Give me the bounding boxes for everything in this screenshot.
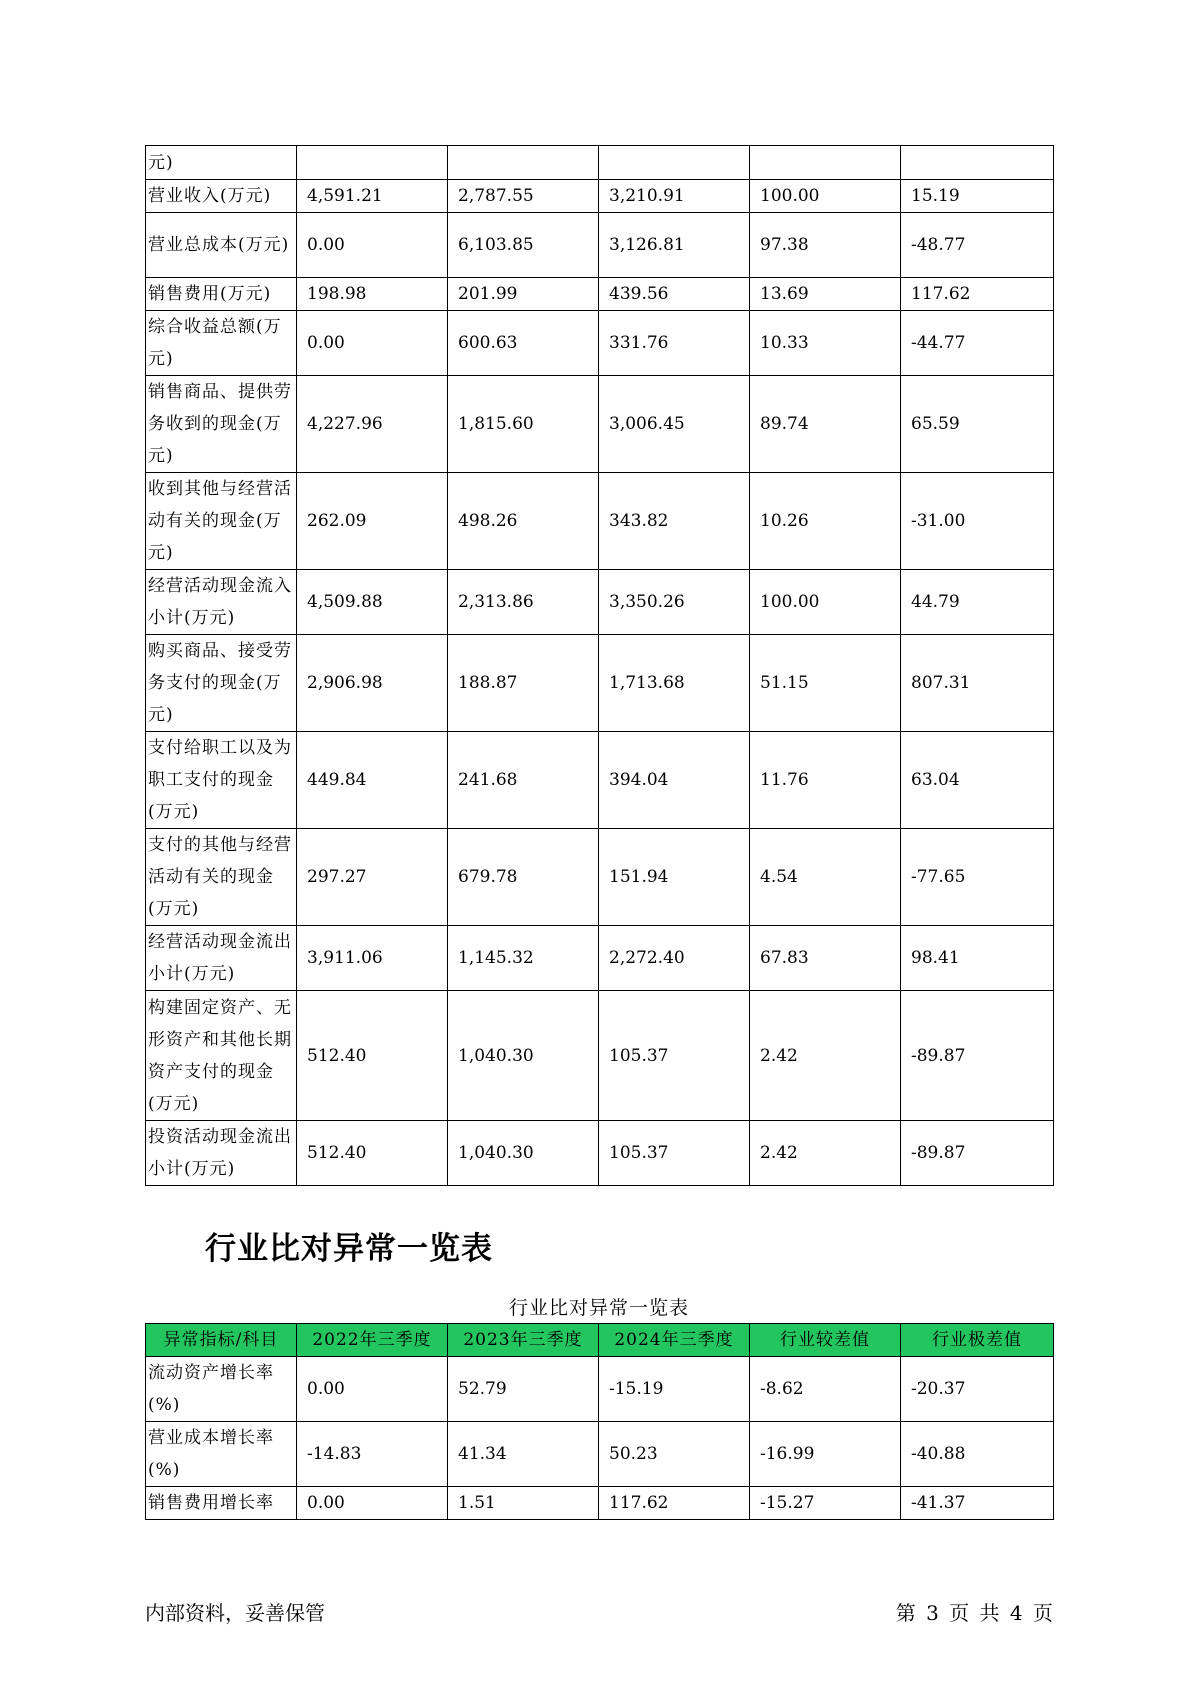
financial-data-table-body <box>146 146 1054 1186</box>
value-cell: 41.34 <box>448 1422 599 1487</box>
value-cell: 3,210.91 <box>599 180 750 213</box>
value-cell: 105.37 <box>599 1121 750 1186</box>
value-cell: -14.83 <box>297 1422 448 1487</box>
value-cell <box>297 146 448 180</box>
row-label-cell: 营业总成本(万元) <box>146 213 297 278</box>
row-label-cell: 构建固定资产、无形资产和其他长期资产支付的现金(万元) <box>146 991 297 1121</box>
value-cell: -41.37 <box>901 1487 1054 1520</box>
industry-anomaly-table-body <box>146 1357 1054 1520</box>
value-cell: -16.99 <box>750 1422 901 1487</box>
table-row <box>146 829 1054 926</box>
value-cell: -31.00 <box>901 473 1054 570</box>
value-cell: 1,815.60 <box>448 376 599 473</box>
value-cell: 4.54 <box>750 829 901 926</box>
table-row <box>146 635 1054 732</box>
table-row <box>146 473 1054 570</box>
value-cell: 1,040.30 <box>448 991 599 1121</box>
value-cell: 600.63 <box>448 311 599 376</box>
value-cell: 3,911.06 <box>297 926 448 991</box>
value-cell: -77.65 <box>901 829 1054 926</box>
value-cell: 439.56 <box>599 278 750 311</box>
value-cell: 449.84 <box>297 732 448 829</box>
value-cell: 679.78 <box>448 829 599 926</box>
value-cell: 4,227.96 <box>297 376 448 473</box>
value-cell: 0.00 <box>297 213 448 278</box>
value-cell: 262.09 <box>297 473 448 570</box>
section-title: 行业比对异常一览表 <box>205 1231 493 1267</box>
row-label-cell: 营业收入(万元) <box>146 180 297 213</box>
row-label-cell: 营业成本增长率(%) <box>146 1422 297 1487</box>
value-cell: 151.94 <box>599 829 750 926</box>
value-cell: 2,313.86 <box>448 570 599 635</box>
value-cell: 198.98 <box>297 278 448 311</box>
value-cell: 65.59 <box>901 376 1054 473</box>
table-row <box>146 376 1054 473</box>
value-cell: 89.74 <box>750 376 901 473</box>
value-cell: 15.19 <box>901 180 1054 213</box>
table-row <box>146 570 1054 635</box>
value-cell: -44.77 <box>901 311 1054 376</box>
row-label-cell: 元) <box>146 146 297 180</box>
value-cell: 67.83 <box>750 926 901 991</box>
value-cell: -89.87 <box>901 991 1054 1121</box>
industry-anomaly-table <box>145 1323 1054 1520</box>
value-cell: -89.87 <box>901 1121 1054 1186</box>
row-label-cell: 经营活动现金流入小计(万元) <box>146 570 297 635</box>
value-cell: 105.37 <box>599 991 750 1121</box>
table-caption: 行业比对异常一览表 <box>508 1297 689 1319</box>
table-row <box>146 991 1054 1121</box>
table-row <box>146 732 1054 829</box>
header-cell: 2022年三季度 <box>297 1324 448 1357</box>
value-cell: 241.68 <box>448 732 599 829</box>
value-cell: 11.76 <box>750 732 901 829</box>
header-cell: 异常指标/科目 <box>146 1324 297 1357</box>
value-cell: 201.99 <box>448 278 599 311</box>
value-cell: 117.62 <box>599 1487 750 1520</box>
value-cell: 331.76 <box>599 311 750 376</box>
value-cell: 512.40 <box>297 991 448 1121</box>
footer-page-number: 第 3 页 共 4 页 <box>895 1601 1053 1625</box>
value-cell <box>750 146 901 180</box>
industry-anomaly-table-header <box>146 1324 1054 1357</box>
value-cell: 297.27 <box>297 829 448 926</box>
row-label-cell: 经营活动现金流出小计(万元) <box>146 926 297 991</box>
row-label-cell: 支付的其他与经营活动有关的现金(万元) <box>146 829 297 926</box>
header-cell: 行业较差值 <box>750 1324 901 1357</box>
table-row <box>146 1357 1054 1422</box>
table-row <box>146 1121 1054 1186</box>
value-cell: 188.87 <box>448 635 599 732</box>
value-cell: 1,713.68 <box>599 635 750 732</box>
header-cell: 2024年三季度 <box>599 1324 750 1357</box>
value-cell: -8.62 <box>750 1357 901 1422</box>
table-row <box>146 926 1054 991</box>
value-cell: 3,006.45 <box>599 376 750 473</box>
value-cell: 0.00 <box>297 311 448 376</box>
value-cell: 4,509.88 <box>297 570 448 635</box>
value-cell: 3,126.81 <box>599 213 750 278</box>
table-row <box>146 1487 1054 1520</box>
row-label-cell: 销售费用(万元) <box>146 278 297 311</box>
table-row <box>146 180 1054 213</box>
table-row <box>146 146 1054 180</box>
value-cell: 100.00 <box>750 570 901 635</box>
value-cell: 2,787.55 <box>448 180 599 213</box>
row-label-cell: 购买商品、接受劳务支付的现金(万元) <box>146 635 297 732</box>
value-cell: 0.00 <box>297 1487 448 1520</box>
value-cell <box>901 146 1054 180</box>
value-cell: 63.04 <box>901 732 1054 829</box>
table-row <box>146 1422 1054 1487</box>
footer-confidential-note: 内部资料，妥善保管 <box>145 1601 325 1625</box>
value-cell: 6,103.85 <box>448 213 599 278</box>
row-label-cell: 销售商品、提供劳务收到的现金(万元) <box>146 376 297 473</box>
value-cell: 44.79 <box>901 570 1054 635</box>
row-label-cell: 收到其他与经营活动有关的现金(万元) <box>146 473 297 570</box>
value-cell: 343.82 <box>599 473 750 570</box>
value-cell: 97.38 <box>750 213 901 278</box>
row-label-cell: 投资活动现金流出小计(万元) <box>146 1121 297 1186</box>
row-label-cell: 综合收益总额(万元) <box>146 311 297 376</box>
value-cell: 10.26 <box>750 473 901 570</box>
value-cell: -15.19 <box>599 1357 750 1422</box>
value-cell: 1,040.30 <box>448 1121 599 1186</box>
value-cell: 98.41 <box>901 926 1054 991</box>
value-cell: 498.26 <box>448 473 599 570</box>
value-cell: 2.42 <box>750 991 901 1121</box>
value-cell: 52.79 <box>448 1357 599 1422</box>
table-row <box>146 278 1054 311</box>
value-cell: 2.42 <box>750 1121 901 1186</box>
header-cell: 行业极差值 <box>901 1324 1054 1357</box>
value-cell: 51.15 <box>750 635 901 732</box>
value-cell: 2,906.98 <box>297 635 448 732</box>
header-cell: 2023年三季度 <box>448 1324 599 1357</box>
value-cell: 512.40 <box>297 1121 448 1186</box>
value-cell: 807.31 <box>901 635 1054 732</box>
value-cell: 1,145.32 <box>448 926 599 991</box>
value-cell: 100.00 <box>750 180 901 213</box>
value-cell: 2,272.40 <box>599 926 750 991</box>
value-cell: 13.69 <box>750 278 901 311</box>
value-cell <box>599 146 750 180</box>
value-cell: -40.88 <box>901 1422 1054 1487</box>
value-cell: -15.27 <box>750 1487 901 1520</box>
value-cell: 4,591.21 <box>297 180 448 213</box>
row-label-cell: 销售费用增长率 <box>146 1487 297 1520</box>
header-row <box>146 1324 1054 1357</box>
value-cell: 117.62 <box>901 278 1054 311</box>
row-label-cell: 流动资产增长率(%) <box>146 1357 297 1422</box>
value-cell: 394.04 <box>599 732 750 829</box>
row-label-cell: 支付给职工以及为职工支付的现金(万元) <box>146 732 297 829</box>
financial-data-table <box>145 145 1054 1186</box>
value-cell: 50.23 <box>599 1422 750 1487</box>
value-cell: 1.51 <box>448 1487 599 1520</box>
value-cell: 0.00 <box>297 1357 448 1422</box>
table-row <box>146 213 1054 278</box>
table-row <box>146 311 1054 376</box>
value-cell: 3,350.26 <box>599 570 750 635</box>
value-cell: -20.37 <box>901 1357 1054 1422</box>
value-cell <box>448 146 599 180</box>
value-cell: -48.77 <box>901 213 1054 278</box>
value-cell: 10.33 <box>750 311 901 376</box>
